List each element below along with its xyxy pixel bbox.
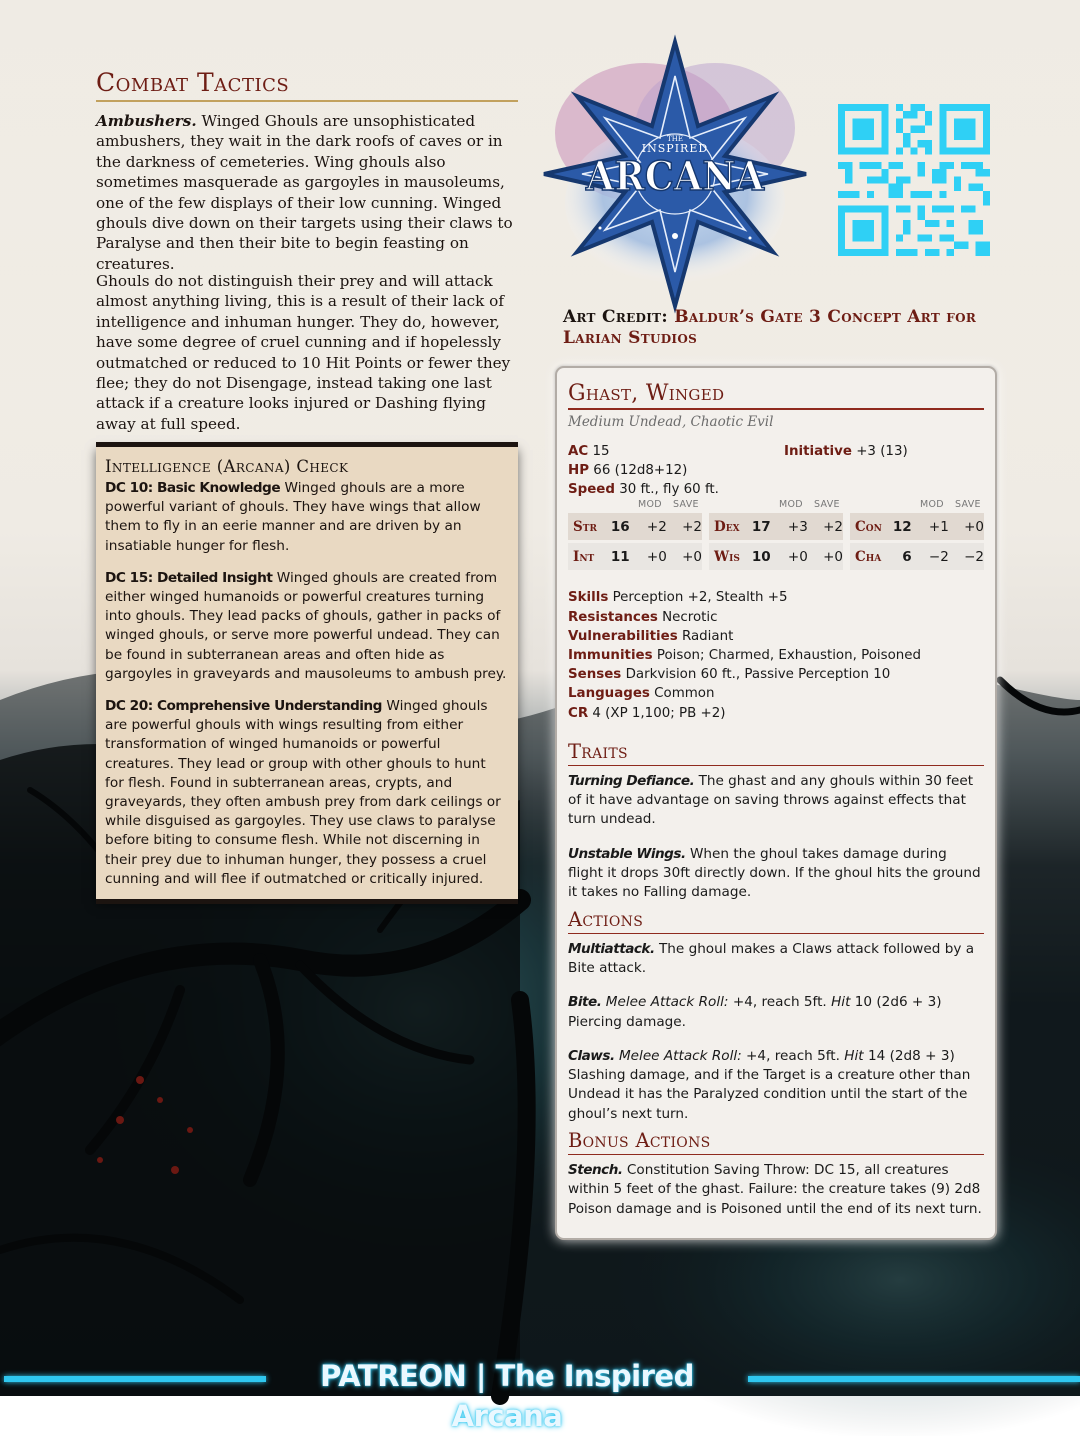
speed-row [568,480,984,499]
ac-value: 15 [592,444,610,459]
dc10-text: Winged ghouls are a more powerful variant of ghouls. They have wings that allow them to fly in an eerie manner and are driven by an insatiable hunger for flesh. [105,480,481,554]
ability-name: Con [855,518,882,535]
ability-save: −2 [964,548,985,565]
action-multiattack [568,940,984,979]
ability-score: 16 [610,518,630,535]
patreon-banner[interactable] [0,1356,1080,1433]
ability-mod: +3 [787,518,808,535]
vulnerabilities-value: Radiant [681,628,734,644]
traits-heading: Traits [568,739,984,766]
initiative-label: Initiative [784,444,852,459]
hp-value: 66 (12d8+12) [593,463,688,478]
languages-label: Languages [568,686,650,702]
ability-mod: +2 [646,518,667,535]
action-text: The ghoul makes a Claws attack followed by a Bite attack. [568,940,975,976]
monster-type: Medium Undead, Chaotic Evil [568,414,774,430]
patreon-text[interactable]: PATREON | The Inspired Arcana [320,1359,694,1433]
logo-the: THE [667,135,683,143]
attack-type: Melee Attack Roll: [614,1047,742,1064]
ability-save: +0 [964,518,985,535]
art-credit [563,307,983,349]
ability-int [568,543,702,570]
mod-header: MOD [920,499,944,511]
ability-str [568,513,702,540]
sidebar-bottom-bar [96,899,518,904]
action-claws [568,1047,984,1124]
dc15-paragraph [105,569,508,684]
stat-block-inner [568,368,984,1219]
resistances-value: Necrotic [662,609,718,625]
initiative-value: +3 (13) [856,444,908,459]
inspired-arcana-logo [540,38,810,308]
art-credit-label: Art Credit: [563,307,668,327]
bonus-actions-heading: Bonus Actions [568,1128,984,1155]
ability-save: +2 [682,518,703,535]
ability-save: +2 [823,518,844,535]
action-text: 14 (2d8 + 3) Slashing damage, and if the Target is a creature other than Undead it has the Paralyzed condition until the start of the ghoul’s next turn. [568,1047,971,1122]
ability-wis [709,543,843,570]
skills-value: Perception +2, Stealth +5 [612,590,788,606]
vulnerabilities-row [568,627,984,646]
dc10-paragraph [105,479,508,556]
ability-name: Wis [714,548,740,565]
ability-mod: −2 [928,548,949,565]
ability-score: 11 [610,548,630,565]
ability-score: 10 [751,548,771,565]
trait-name: Turning Defiance. [568,772,695,789]
banner-line-left [4,1376,266,1382]
ability-cha [850,543,984,570]
dc15-label: DC 15: Detailed Insight [105,569,273,586]
logo-inspired: INSPIRED [641,142,709,155]
ambushers-text: Winged Ghouls are unsophisticated ambushers, they wait in the dark roofs of caves or in the darkness of cemeteries. Wing ghouls also sometimes masquerade as gargoyles in mausoleums, one of the few displays of their low cunning. Winged ghouls dive down on their targets using their claws to Paralyse and then their bite to begin feasting on creatures. [96,112,513,273]
immunities-value: Poison; Charmed, Exhaustion, Poisoned [656,648,922,664]
ability-score: 17 [751,518,771,535]
languages-value: Common [654,686,715,702]
save-header: SAVE [673,499,699,511]
trait-text: When the ghoul takes damage during flight it drops 30ft directly down. If the ghoul hits the ground it takes no Falling damage. [568,845,981,901]
action-bite [568,993,984,1032]
ability-score: 12 [892,518,912,535]
dc20-label: DC 20: Comprehensive Understanding [105,698,382,715]
trait-text: The ghast and any ghouls within 30 feet of it have advantage on saving throws against effects that turn undead. [568,772,974,828]
bonus-action-stench [568,1161,984,1219]
mod-header: MOD [638,499,662,511]
ac-label: AC [568,444,589,459]
ability-mod: +0 [787,548,808,565]
dc20-text: Winged ghouls are powerful ghouls with wings resulting from either transformation of winged humanoids or powerful creatures. They lead or group with other ghouls to hunt for flesh. Found in subterranean areas, crypts, and graveyards, they often ambush prey from dark ceilings or while disguised as gargoyles. They use claws to paralyse before biting to consume flesh. While not discerning in their prey due to inhuman hunger, they possess a cruel cunning and will flee if outmatched or critically injured. [105,698,501,887]
hit-label: Hit [844,1047,864,1064]
hp-row [568,461,984,480]
resistances-row [568,608,984,627]
action-name: Multiattack. [568,940,655,957]
senses-row [568,665,984,684]
attack-bonus: +4, reach 5ft. [728,994,832,1011]
ambushers-lead: Ambushers. [96,112,197,130]
immunities-label: Immunities [568,648,653,664]
ability-dex [709,513,843,540]
trait-turning-defiance [568,772,984,830]
ability-con [850,513,984,540]
trait-unstable-wings [568,845,984,903]
cr-row [568,704,984,723]
dc15-text: Winged ghouls are created from either winged humanoids or powerful creatures turning into ghouls. They lead packs of ghouls, gather in packs of winged ghouls, or serve more powerful undead. They can be found in subterranean areas and often hide as gargoyles in graveyards and mausoleums to ambush prey. [105,569,507,682]
senses-value: Darkvision 60 ft., Passive Perception 10 [625,667,891,683]
ability-name: Dex [714,518,740,535]
ability-save: +0 [823,548,844,565]
ac-initiative-row [568,442,984,461]
stat-block [555,366,997,1240]
dc10-label: DC 10: Basic Knowledge [105,480,281,496]
action-text: 10 (2d6 + 3) Piercing damage. [568,994,942,1030]
ghouls-prey-paragraph: Ghouls do not distinguish their prey and will attack almost anything living, this is a result of their lack of intelligence and inhuman hunger. They do, however, have some degree of cruel cunning and if hopelessly outmatched or reduced to 10 Hit Points or fewer they flee; they do not Disengage, instead taking one last attack if a creature looks injured or Dashing flying away at full speed. [96,272,511,433]
action-name: Claws. [568,1047,615,1064]
actions-heading: Actions [568,907,984,934]
ability-name: Cha [855,548,882,565]
cr-label: CR [568,705,589,721]
qr-code[interactable] [838,104,990,256]
ability-name: Int [573,548,595,565]
ability-name: Str [573,518,597,535]
ability-mod: +0 [646,548,667,565]
skills-row [568,588,984,607]
logo-arcana: ARCANA [585,153,765,200]
dc20-paragraph [105,697,508,889]
ability-mod: +1 [928,518,949,535]
banner-line-right [748,1376,1080,1382]
sidebar-title: Intelligence (Arcana) Check [105,457,349,476]
sidebar-top-bar [96,442,518,447]
ability-score: 6 [902,548,912,565]
save-header: SAVE [955,499,981,511]
bonus-action-text: Constitution Saving Throw: DC 15, all creatures within 5 feet of the ghast. Failure: the creature takes (9) 2d8 Poison damage and is Poisoned until the end of its next turn. [568,1161,982,1217]
vulnerabilities-label: Vulnerabilities [568,628,678,644]
action-name: Bite. [568,994,602,1011]
senses-label: Senses [568,667,622,683]
art-credit-text: Baldur’s Gate 3 Concept Art for Larian Studios [563,307,977,348]
hp-label: HP [568,463,590,478]
resistances-label: Resistances [568,609,658,625]
mod-header: MOD [779,499,803,511]
monster-name: Ghast, Winged [568,380,984,410]
speed-value: 30 ft., fly 60 ft. [619,482,719,498]
save-header: SAVE [814,499,840,511]
attack-type: Melee Attack Roll: [601,994,729,1011]
attack-bonus: +4, reach 5ft. [741,1047,845,1064]
combat-tactics-heading: Combat Tactics [96,66,518,102]
speed-label: Speed [568,482,615,498]
languages-row [568,684,984,703]
trait-name: Unstable Wings. [568,845,686,862]
cr-value: 4 (XP 1,100; PB +2) [592,705,726,721]
ability-save: +0 [682,548,703,565]
immunities-row [568,646,984,665]
ambushers-paragraph [96,111,520,274]
hit-label: Hit [831,994,851,1011]
bonus-action-name: Stench. [568,1161,623,1178]
arcana-check-sidebar [96,446,518,900]
ability-scores-table [568,499,984,585]
skills-label: Skills [568,590,609,606]
